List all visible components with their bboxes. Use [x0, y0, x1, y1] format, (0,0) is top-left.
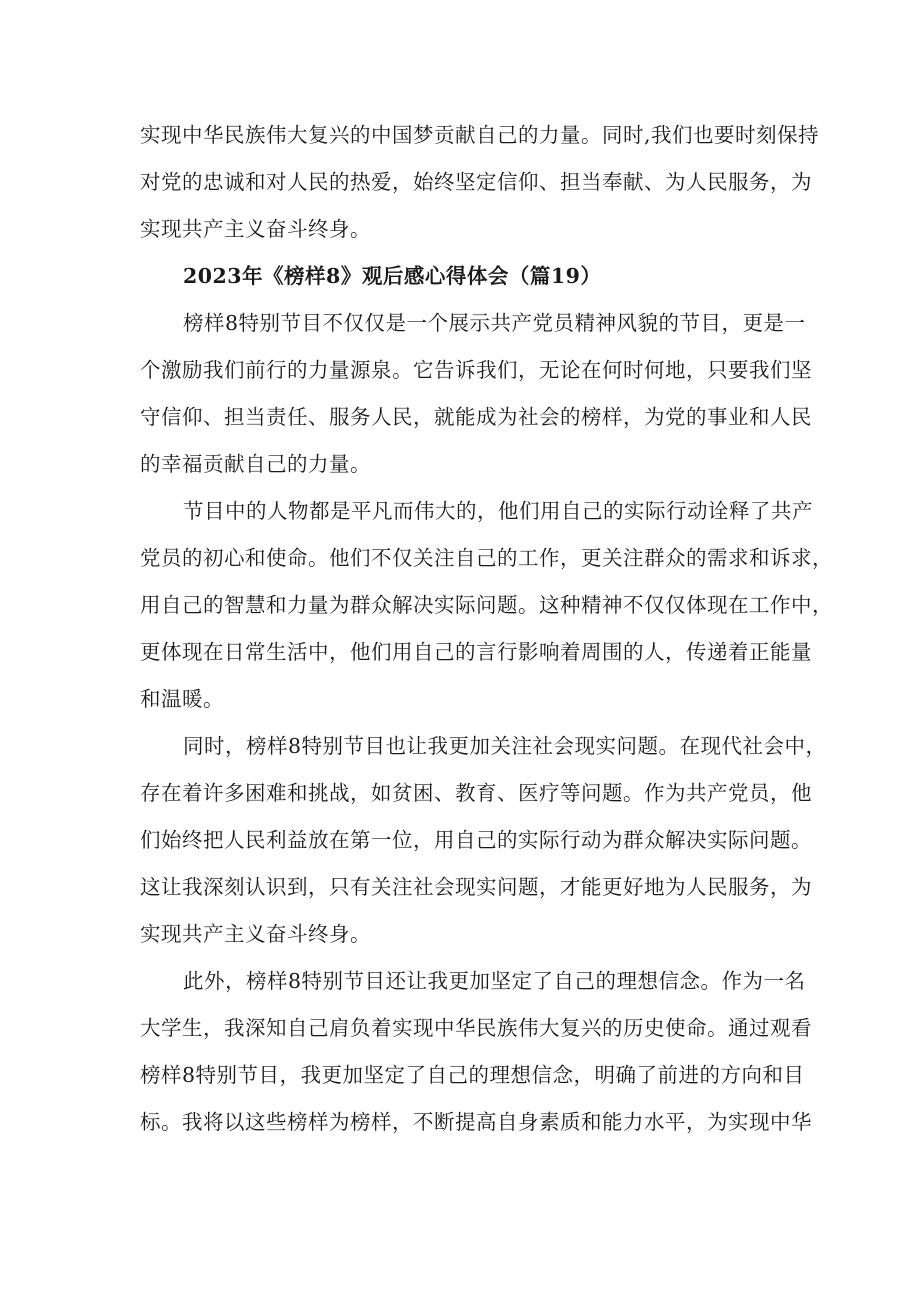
text-line: 这让我深刻认识到，只有关注社会现实问题，才能更好地为人民服务，为	[140, 875, 812, 899]
text-line: 节目中的人物都是平凡而伟大的，他们用自己的实际行动诠释了共产	[183, 499, 813, 523]
text-line: 榜样8特别节目，我更加坚定了自己的理想信念，明确了前进的方向和目	[140, 1063, 805, 1087]
text-line: 守信仰、担当责任、服务人民，就能成为社会的榜样，为党的事业和人民	[140, 405, 812, 429]
text-line: 存在着许多困难和挑战，如贫困、教育、医疗等问题。作为共产党员，他	[140, 781, 812, 805]
text-line: 用自己的智慧和力量为群众解决实际问题。这种精神不仅仅体现在工作中，	[140, 593, 833, 617]
text-line: 榜样8特别节目不仅仅是一个展示共产党员精神风貌的节目，更是一	[183, 311, 806, 335]
intro-paragraph	[140, 112, 820, 253]
section-heading: 2023年《榜样8》观后感心得体会（篇19）	[183, 264, 602, 288]
text-line: 的幸福贡献自己的力量。	[140, 452, 371, 476]
text-line: 和温暖。	[140, 687, 224, 711]
text-line: 更体现在日常生活中，他们用自己的言行影响着周围的人，传递着正能量	[140, 640, 812, 664]
text-line: 个激励我们前行的力量源泉。它告诉我们，无论在何时何地，只要我们坚	[140, 358, 812, 382]
text-line: 对党的忠诚和对人民的热爱，始终坚定信仰、担当奉献、为人民服务，为	[140, 170, 812, 194]
text-line: 党员的初心和使命。他们不仅关注自己的工作，更关注群众的需求和诉求，	[140, 546, 833, 570]
text-line: 标。我将以这些榜样为榜样，不断提高自身素质和能力水平，为实现中华	[140, 1110, 812, 1134]
text-line: 实现共产主义奋斗终身。	[140, 922, 371, 946]
text-line: 此外，榜样8特别节目还让我更加坚定了自己的理想信念。作为一名	[183, 969, 806, 993]
text-line: 们始终把人民利益放在第一位，用自己的实际行动为群众解决实际问题。	[140, 828, 812, 852]
paragraph-3	[140, 723, 827, 958]
text-line: 实现共产主义奋斗终身。	[140, 217, 371, 241]
paragraph-4	[140, 958, 812, 1146]
text-line: 实现中华民族伟大复兴的中国梦贡献自己的力量。同时,我们也要时刻保持	[140, 123, 820, 147]
text-line: 同时，榜样8特别节目也让我更加关注社会现实问题。在现代社会中，	[183, 734, 827, 758]
paragraph-1	[140, 300, 812, 488]
paragraph-2	[140, 488, 833, 723]
text-line: 大学生，我深知自己肩负着实现中华民族伟大复兴的历史使命。通过观看	[140, 1016, 812, 1040]
document-page	[140, 112, 833, 1146]
